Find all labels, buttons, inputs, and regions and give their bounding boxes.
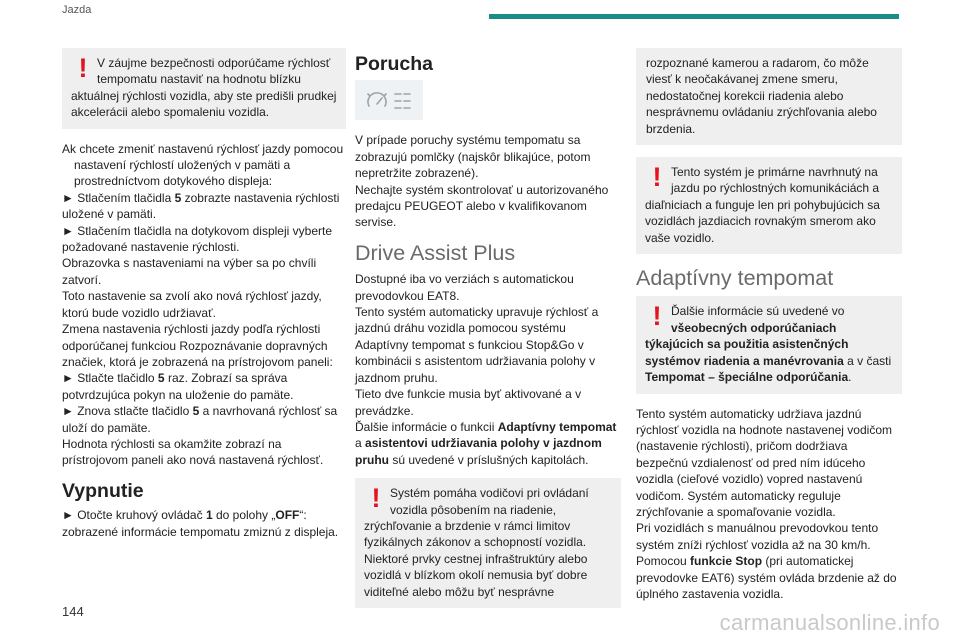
paragraph: Tento systém automaticky udržiava jazdnú rýchlosť vozidla na hodnote nastavenej vodičom (nastavenie rýchlosti), pričom dodržiava bezpečnú vzdialenosť od pred ním idúceho vozidla (cieľové vozidlo) vopred nastavenú vodičom. Systém automaticky reguluje zrýchľovanie a spomaľovanie vozidla. [636, 406, 892, 519]
bullet-step: ► Stlačením tlačidla 5 zobrazte nastavenia rýchlosti uložené v pamäti. [62, 190, 340, 222]
paragraph: Dostupné iba vo verziách s automatickou prevodovkou EAT8. [355, 272, 574, 303]
watermark: carmanualsonline.info [719, 610, 940, 635]
section-heading-vypnutie: Vypnutie [62, 479, 144, 502]
paragraph: Toto nastavenie sa zvolí ako nová rýchlosť jazdy, ktorú bude vozidlo udržiavať. [62, 289, 322, 320]
paragraph: Pomocou funkcie Stop (pri automatickej prevodovke EAT6) systém ovláda brzdenie až do úplného zastavenia vozidla. [636, 554, 897, 601]
warning-box [355, 478, 621, 608]
paragraph: Zmena nastavenia rýchlosti jazdy podľa rýchlosti odporúčanej funkciou Rozpoznávanie dopravných značiek, ktorá je zobrazená na prístrojovom paneli: [62, 322, 333, 369]
warning-text: Tento systém je primárne navrhnutý na jazdu po rýchlostných komunikáciách a diaľniciach a funguje len pri pohybujúcich sa vozidlách jazdiacich rovnakým smerom ako vaše vozidlo. [645, 165, 880, 245]
cruise-control-dashes-icon [355, 80, 423, 120]
paragraph: Hodnota rýchlosti sa okamžite zobrazí na prístrojovom paneli ako nová nastavená rýchlosť. [62, 436, 324, 468]
bullet-step: ► Otočte kruhový ovládač 1 do polohy „OFF“: zobrazené informácie tempomatu zmiznú z displeja. [62, 508, 339, 539]
paragraph: V prípade poruchy systému tempomatu sa zobrazujú pomlčky (najskôr blikajúce, potom nepretržite zobrazené). [355, 133, 591, 181]
exclamation-icon: ! [78, 53, 88, 83]
section-heading-adaptivny-tempomat: Adaptívny tempomat [636, 266, 834, 291]
warning-text: Systém pomáha vodičovi pri ovládaní vozidla pôsobením na riadenie, zrýchľovanie a brzdenie v rámci limitov fyzikálnych zákonov a schopností vozidla. Niektoré prvky cestnej infraštruktúry alebo vozidlá v blízkom okolí nemusia byť dobre viditeľné alebo môžu byť nesprávne [364, 486, 589, 599]
warning-text: rozpoznané kamerou a radarom, čo môže viesť k neočakávanej zmene smeru, nedostatočnej korekcii riadenia alebo nesprávnemu ovládaniu zrýchľovania alebo brzdenia. [646, 56, 877, 136]
warning-text: Ďalšie informácie sú uvedené vo všeobecných odporúčaniach týkajúcich sa použitia asistenčných systémov riadenia a manévrovania a v časti Tempomat – špeciálne odporúčania. [645, 304, 892, 385]
bullet-step: ► Znova stlačte tlačidlo 5 a navrhovaná rýchlosť sa uloží do pamäte. [62, 404, 338, 435]
paragraph: Tieto dve funkcie musia byť aktivované a v prevádzke. [355, 387, 582, 418]
section-heading-porucha: Porucha [355, 53, 434, 75]
exclamation-icon: ! [371, 483, 381, 514]
exclamation-icon: ! [652, 301, 662, 332]
running-header: Jazda [62, 4, 92, 16]
paragraph: Ďalšie informácie o funkcii Adaptívny tempomat a asistentovi udržiavania polohy v jazdnom pruhu sú uvedené v príslušných kapitolách. [355, 419, 617, 467]
warning-box-continued [636, 48, 902, 145]
paragraph: Pri vozidlách s manuálnou prevodovkou tento systém zníži rýchlosť vozidla až na 30 km/h. [636, 521, 879, 552]
warning-box [636, 157, 902, 254]
warning-box [636, 296, 902, 393]
header-accent-bar [489, 14, 899, 19]
warning-box [62, 48, 346, 129]
page-number: 144 [62, 604, 84, 619]
column-3 [636, 48, 902, 602]
paragraph: Tento systém automaticky upravuje rýchlosť a jazdnú dráhu vozidla pomocou systému Adaptívny tempomat s funkciou Stop&Go v kombinácii s asistentom udržiavania polohy v jazdnom pruhu. [355, 305, 599, 385]
bullet-step: ► Stlačením tlačidla na dotykovom displeji vyberte požadované nastavenie rýchlosti. [62, 223, 332, 255]
column-1 [62, 48, 346, 540]
column-2 [355, 48, 621, 620]
paragraph: Obrazovka s nastaveniami na výber sa po chvíli zatvorí. [62, 256, 317, 287]
bullet-step: ► Stlačte tlačidlo 5 raz. Zobrazí sa správa potvrdzujúca pokyn na uloženie do pamäte. [62, 371, 294, 402]
section-heading-drive-assist: Drive Assist Plus [355, 240, 516, 265]
exclamation-icon: ! [652, 162, 662, 193]
paragraph: Nechajte systém skontrolovať u autorizovaného predajcu PEUGEOT alebo v kvalifikovanom servise. [355, 182, 609, 230]
paragraph: Ak chcete zmeniť nastavenú rýchlosť jazdy pomocou nastavení rýchlostí uložených v pamäti a prostredníctvom dotykového displeja: [62, 141, 344, 189]
warning-text: V záujme bezpečnosti odporúčame rýchlosť tempomatu nastaviť na hodnotu blízku aktuálnej rýchlosti vozidla, aby ste predišli prudkej akcelerácii alebo spomaleniu vozidla. [71, 56, 337, 120]
